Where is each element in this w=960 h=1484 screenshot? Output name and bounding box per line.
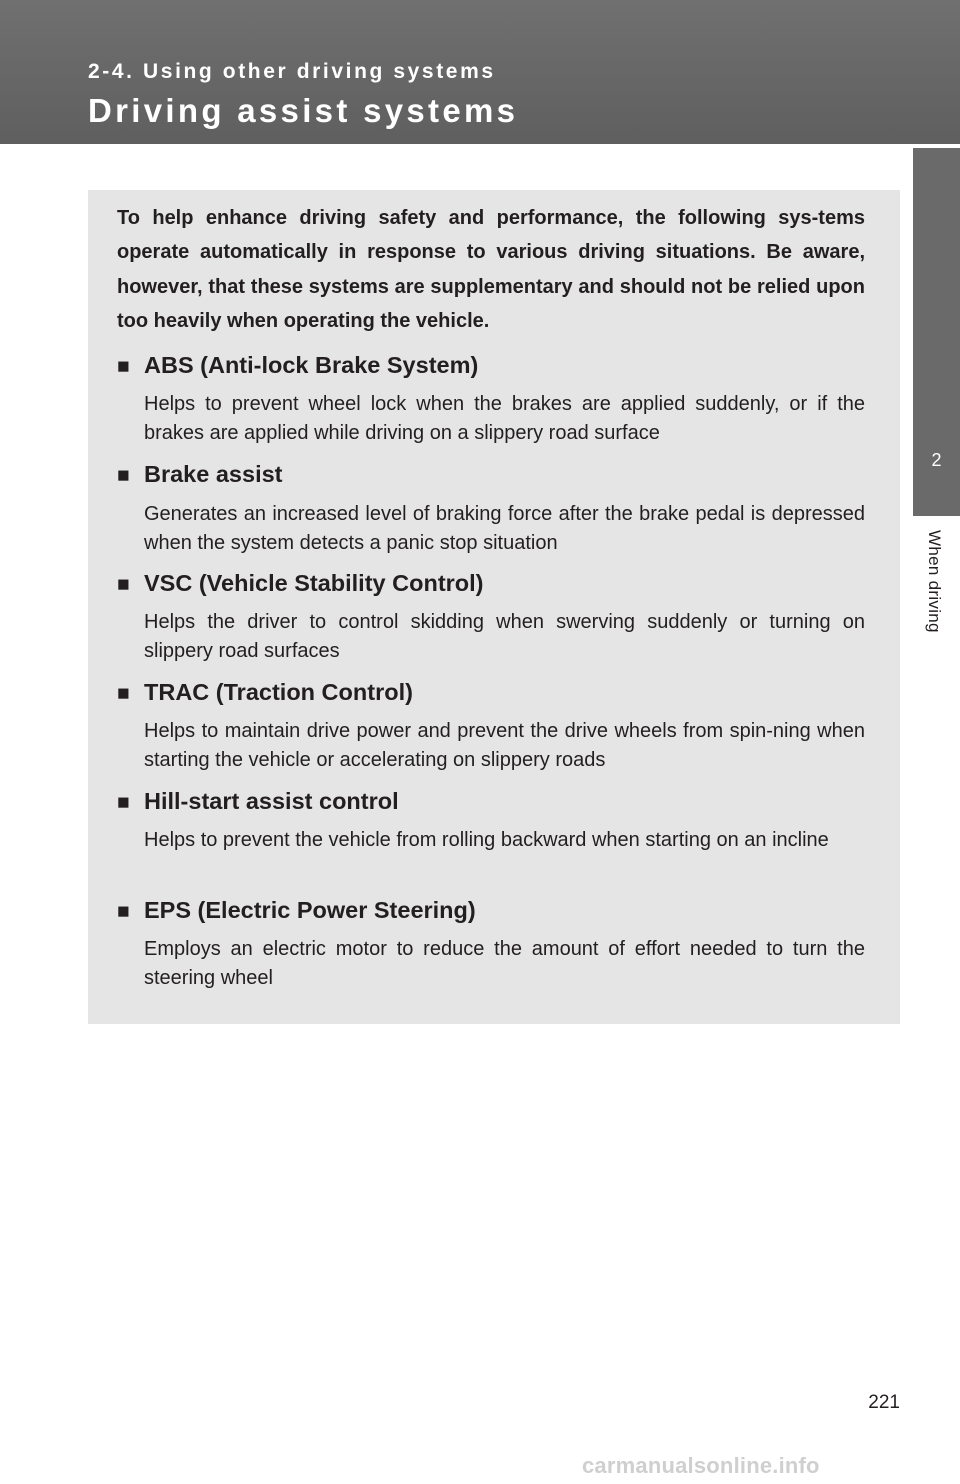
item-description-abs: Helps to prevent wheel lock when the brakes are applied suddenly, or if the brakes are applied while driving on a slippery road surface xyxy=(144,393,865,444)
item-heading-eps xyxy=(117,897,476,924)
item-heading-vsc xyxy=(117,570,484,597)
item-heading-text: VSC (Vehicle Stability Control) xyxy=(144,570,484,596)
square-bullet-icon: ■ xyxy=(117,573,130,596)
intro-paragraph: To help enhance driving safety and performance, the following sys-tems operate automatically in response to various driving situations. Be aware, however, that these systems are supplementary and should not be relied upon too heavily when operating the vehicle. xyxy=(117,207,865,332)
square-bullet-icon: ■ xyxy=(117,682,130,705)
square-bullet-icon: ■ xyxy=(117,355,130,378)
chapter-tab-label: When driving xyxy=(925,530,944,633)
item-heading-text: ABS (Anti-lock Brake System) xyxy=(144,352,479,378)
item-heading-trac xyxy=(117,679,413,706)
item-description-brake-assist: Generates an increased level of braking force after the brake pedal is depressed when the system detects a panic stop situation xyxy=(144,503,865,554)
square-bullet-icon: ■ xyxy=(117,900,130,923)
square-bullet-icon: ■ xyxy=(117,464,130,487)
item-heading-text: TRAC (Traction Control) xyxy=(144,679,413,705)
page-header xyxy=(0,0,960,144)
section-label: 2-4. Using other driving systems xyxy=(88,60,496,83)
item-heading-abs xyxy=(117,352,478,379)
item-heading-text: Brake assist xyxy=(144,461,283,487)
square-bullet-icon: ■ xyxy=(117,791,130,814)
chapter-tab-number: 2 xyxy=(931,450,942,470)
item-description-hill-start: Helps to prevent the vehicle from rolling backward when starting on an incline xyxy=(144,829,829,851)
item-heading-brake-assist xyxy=(117,461,283,488)
page-number: 221 xyxy=(868,1392,900,1413)
item-heading-text: EPS (Electric Power Steering) xyxy=(144,897,476,923)
chapter-tab-divider xyxy=(913,516,960,520)
item-description-vsc: Helps the driver to control skidding when swerving suddenly or turning on slippery road surfaces xyxy=(144,611,865,662)
page-title: Driving assist systems xyxy=(88,92,519,129)
item-heading-hill-start xyxy=(117,788,399,815)
item-description-eps: Employs an electric motor to reduce the amount of effort needed to turn the steering wheel xyxy=(144,938,865,989)
item-description-trac: Helps to maintain drive power and prevent the drive wheels from spin-ning when starting the vehicle or accelerating on slippery roads xyxy=(144,720,865,771)
watermark-text: carmanualsonline.info xyxy=(582,1453,820,1478)
item-heading-text: Hill-start assist control xyxy=(144,788,399,814)
